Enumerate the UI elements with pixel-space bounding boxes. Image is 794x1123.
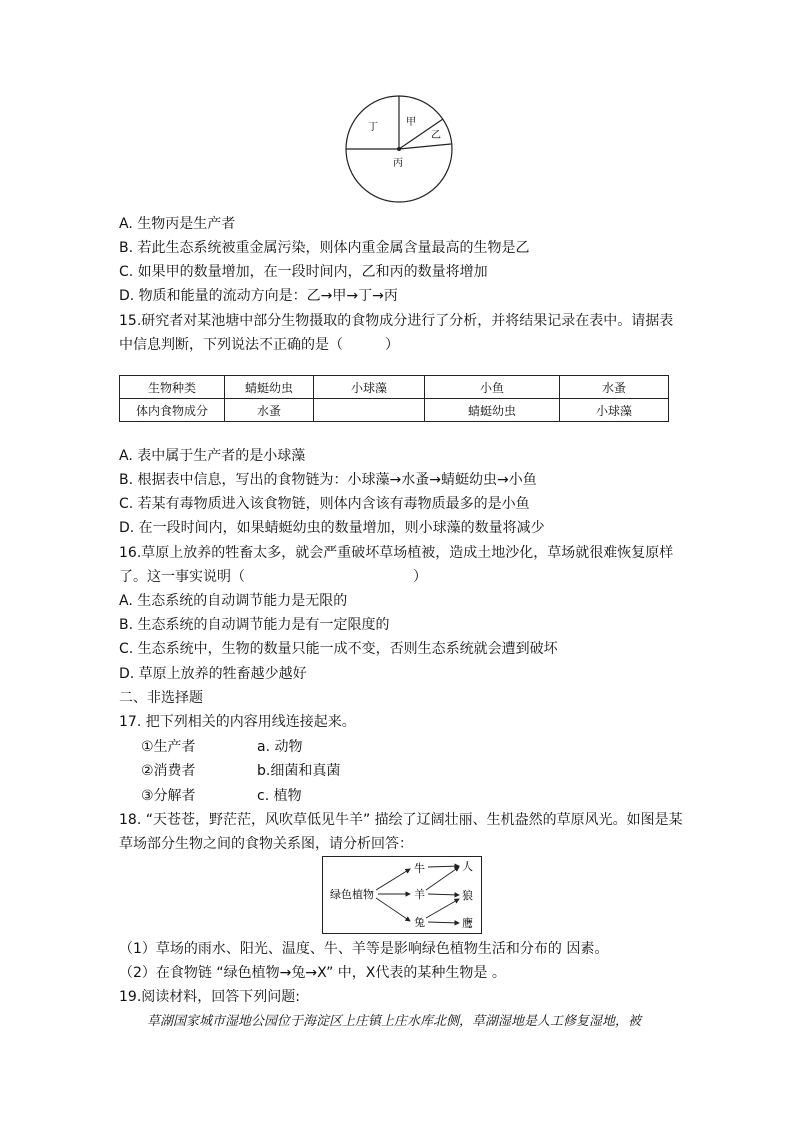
node-human: 人 [462,860,473,873]
q15-option-c: C. 若某有毒物质进入该食物链，则体内含该有毒物质最多的是小鱼 [119,496,530,512]
node-eagle: 鹰 [462,917,473,930]
pie-label-ding: 丁 [368,122,378,133]
q14-option-b: B. 若此生态系统被重金属污染，则体内重金属含量最高的生物是乙 [119,240,530,256]
table-cell: 蜻蜓幼虫 [225,376,314,399]
table-cell: 水蚤 [225,399,314,422]
q16-option-c: C. 生态系统中，生物的数量只能一成不变，否则生态系统就会遭到破坏 [119,641,558,657]
arrow-sheep-human [426,867,459,890]
q17-left-3: ③分解者 [141,788,196,804]
q17-right-a: a. 动物 [257,739,303,755]
table-cell: 蜻蜓幼虫 [425,399,560,422]
table-row [120,376,669,399]
q18-sub2: （2）在食物链 “绿色植物→兔→X” 中，X代表的某种生物是 。 [119,965,506,981]
q15-option-d: D. 在一段时间内，如果蜻蜓幼虫的数量增加，则小球藻的数量将减少 [119,520,545,536]
table-cell [314,399,425,422]
node-plant: 绿色植物 [330,888,374,901]
pie-label-bing: 丙 [393,158,403,169]
q16-option-b: B. 生态系统的自动调节能力是有一定限度的 [119,617,390,633]
table-cell: 体内食物成分 [120,399,225,422]
table-row [120,399,669,422]
q16-option-a: A. 生态系统的自动调节能力是无限的 [119,593,348,609]
arrow-rabbit-eagle [428,922,459,923]
q17-left-2: ②消费者 [141,763,196,779]
q15-stem-line2: 中信息判断，下列说法不正确的是（ ） [119,337,399,353]
q16-stem-line2: 了。这一事实说明（ ） [119,569,427,585]
food-composition-table [119,375,669,422]
arrow-cow-human [428,866,459,867]
q16-stem-line1: 16.草原上放养的牲畜太多，就会严重破坏草场植被，造成土地沙化，草场就很难恢复原样 [119,545,674,561]
pie-center [397,147,401,151]
table-cell: 小球藻 [560,399,669,422]
q16-option-d: D. 草原上放养的牲畜越少越好 [119,666,307,682]
section-title: 二、非选择题 [119,690,203,706]
table-cell: 小球藻 [314,376,425,399]
pie-label-yi: 乙 [431,130,441,141]
q18-stem-line2: 草场部分生物之间的食物关系图，请分析回答： [119,836,413,852]
q17-stem: 17. 把下列相关的内容用线连接起来。 [119,714,356,730]
node-cow: 牛 [414,862,425,875]
food-web-pie-chart [343,94,455,206]
q19-stem: 19.阅读材料，回答下列问题: [119,989,300,1005]
table-cell: 生物种类 [120,376,225,399]
arrow-plant-cow [376,869,410,890]
q17-left-1: ①生产者 [141,739,196,755]
q15-stem-line1: 15.研究者对某池塘中部分生物摄取的食物成分进行了分析，并将结果记录在表中。请据表 [119,313,674,329]
q14-option-d: D. 物质和能量的流动方向是：乙→甲→丁→丙 [119,288,398,304]
q15-option-b: B. 根据表中信息，写出的食物链为：小球藻→水蚤→蜻蜓幼虫→小鱼 [119,472,537,488]
q18-sub1: （1）草场的雨水、阳光、温度、牛、羊等是影响绿色植物生活和分布的 因素。 [119,941,609,957]
q18-stem-line1: 18. “天苍苍，野茫茫，风吹草低见牛羊” 描绘了辽阔壮丽、生机盎然的草原风光。如图是某 [119,812,683,828]
pie-divider-yi-bing [399,144,451,149]
node-rabbit: 兔 [414,916,425,929]
q17-right-b: b.细菌和真菌 [257,763,341,779]
food-web-diagram [322,856,482,936]
node-sheep: 羊 [414,888,425,901]
arrow-plant-rabbit [376,898,410,921]
node-wolf: 狼 [462,889,473,902]
q15-option-a: A. 表中属于生产者的是小球藻 [119,448,306,464]
pie-label-jia: 甲 [406,117,416,128]
q19-passage: 草湖国家城市湿地公园位于海淀区上庄镇上庄水库北侧，草湖湿地是人工修复湿地，被 [147,1014,642,1029]
q14-option-a: A. 生物丙是生产者 [119,216,236,232]
q14-option-c: C. 如果甲的数量增加，在一段时间内，乙和丙的数量将增加 [119,264,488,280]
q17-right-c: c. 植物 [257,788,302,804]
arrow-sheep-wolf [428,894,459,895]
table-cell: 小鱼 [425,376,560,399]
table-cell: 水蚤 [560,376,669,399]
arrow-rabbit-wolf [426,899,459,918]
